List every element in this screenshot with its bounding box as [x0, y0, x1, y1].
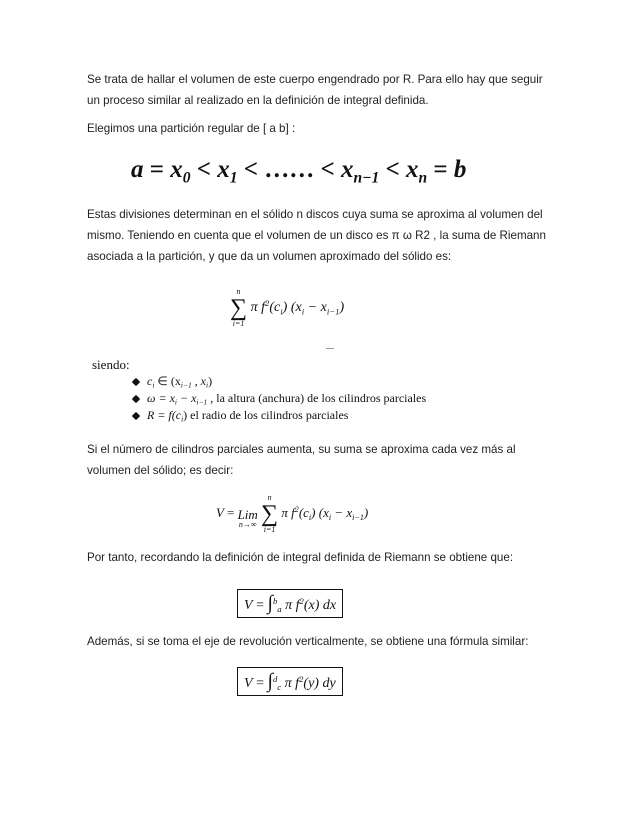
- paragraph-partition-label: Elegimos una partición regular de [ a b] :: [87, 122, 296, 135]
- paragraph-riemann: Por tanto, recordando la definición de integral definida de Riemann se obtiene que:: [87, 551, 514, 564]
- paragraph-intro: Se trata de hallar el volumen de este cuerpo engendrado por R. Para ello hay que seguir un proceso similar al realizado en la definición de integral definida.: [87, 73, 543, 107]
- limit-formula: V = Lim n→∞ n ∑ i=1 π $f^2(c_i) (x_i - x_{i-1})$: [216, 493, 369, 534]
- paragraph-discs: Estas divisiones determinan en el sólido n discos cuya suma se aproxima al volumen del mismo. Teniendo en cuenta que el volumen de un disco es π ω R2 , la suma de Riemann asociada a la partición, y que da un volumen aproximado del sólido es:: [87, 208, 546, 263]
- paragraph-vertical: Además, si se toma el eje de revolución verticalmente, se obtiene una fórmula similar:: [87, 635, 529, 648]
- riemann-sum-formula: n ∑ i=1 π $f^2(c_i) (x_i - x_{i-1})$: [230, 287, 345, 328]
- bullet-omega: $\omega = x_i - x_{i-1}$ , la altura (anchura) de los cilindros parciales: [133, 391, 426, 406]
- integral-y-formula: V = ∫$^d_c$ π $f^2(y)$ dy: [237, 667, 343, 696]
- bullet-icon: [132, 412, 140, 420]
- bullet-icon: [132, 395, 140, 403]
- stray-mark: ‒‒: [326, 343, 334, 352]
- bullet-icon: [132, 378, 140, 386]
- bullet-ci: $c_i$ ∈ ($x_{i-1}$ , $x_i$): [133, 374, 212, 389]
- partition-formula: $a = x_0 < x_1$ < …… < $x_{n-1} < x_n = b$: [131, 156, 467, 187]
- siendo-label: siendo:: [92, 357, 130, 372]
- paragraph-limit: Si el número de cilindros parciales aumenta, su suma se aproxima cada vez más al volumen del sólido; es decir:: [87, 443, 516, 477]
- integral-x-formula: V = ∫$^b_a$ π $f^2(x)$ dx: [237, 589, 343, 618]
- bullet-radius: $R = f(c_i)$ el radio de los cilindros parciales: [133, 408, 348, 423]
